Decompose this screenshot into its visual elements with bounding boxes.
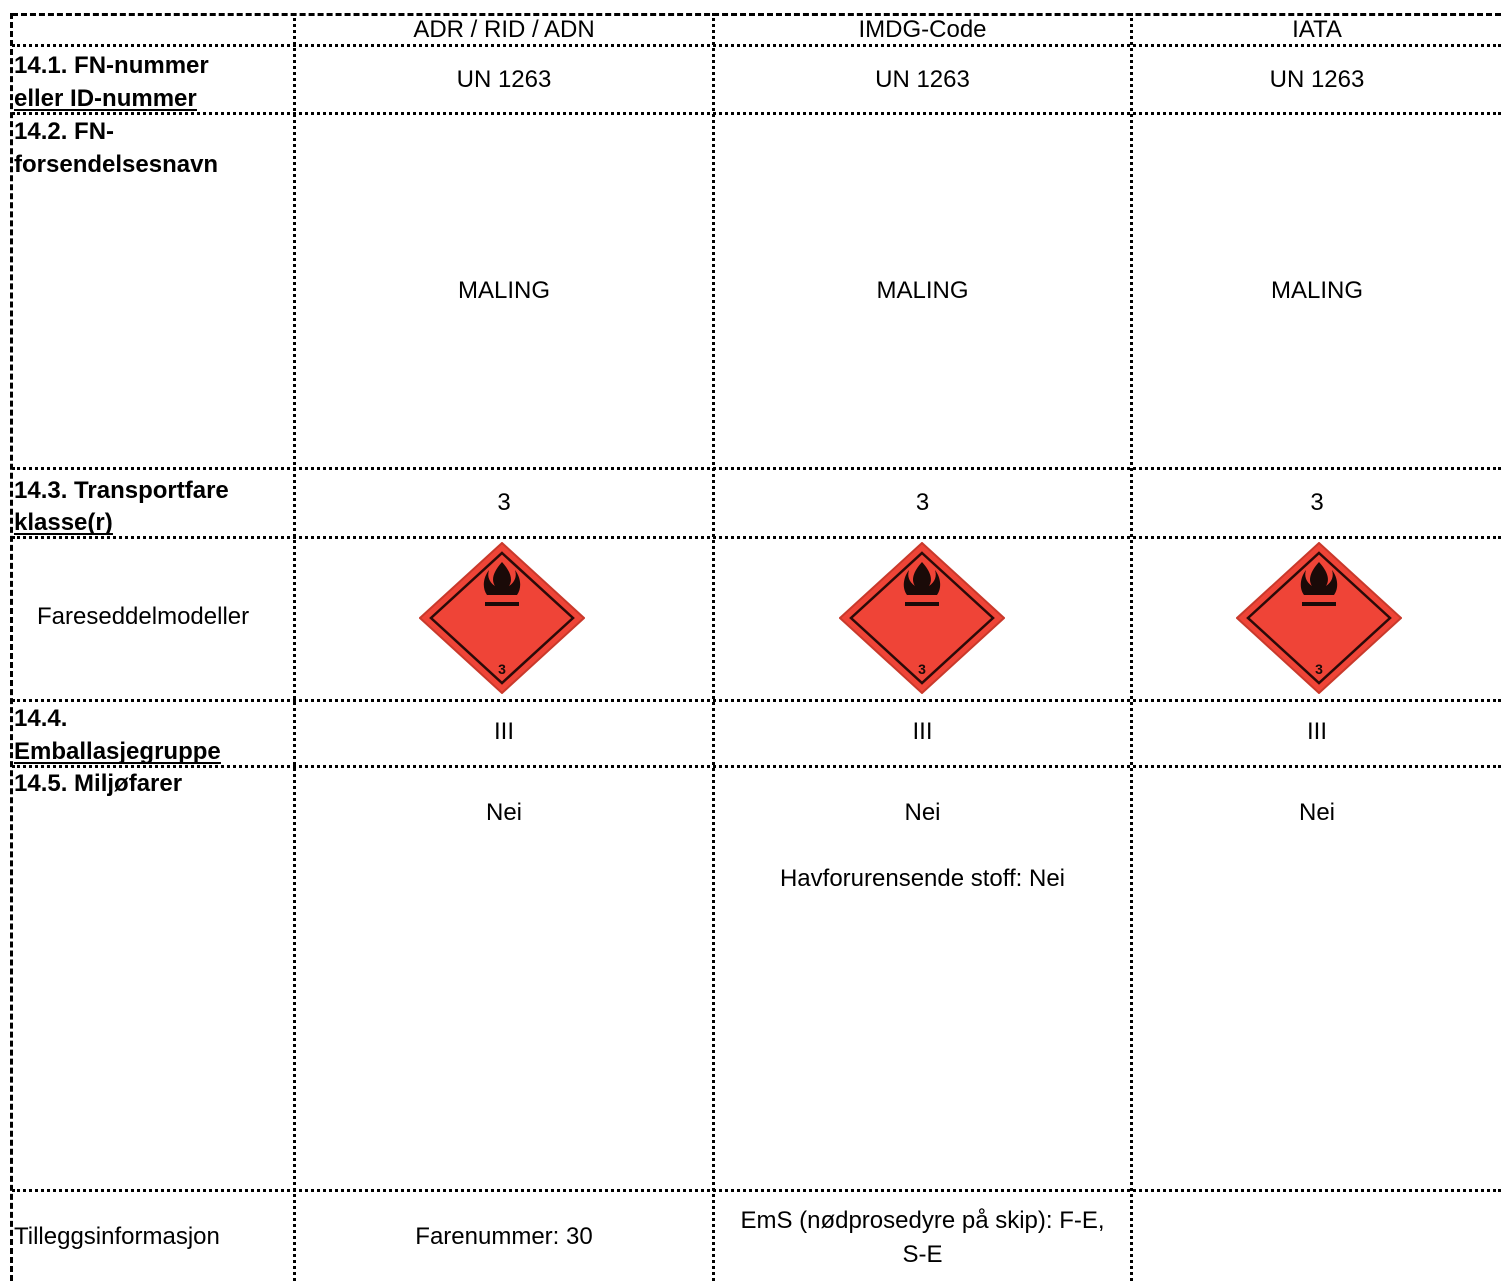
imdg-hazard-pictogram (839, 542, 1005, 694)
adr-hazard-class: 3 (497, 489, 511, 516)
flammable-liquid-class-3-diamond-icon (419, 542, 585, 694)
iata-packing-group: III (1306, 718, 1327, 745)
row-label-packing-group-line1: 14.4. (14, 705, 68, 732)
imdg-additional-info-line2: S-E (902, 1241, 943, 1268)
flammable-liquid-class-3-diamond-icon (1236, 542, 1402, 694)
imdg-packing-group: III (912, 718, 933, 745)
adr-additional-info: Farenummer: 30 (415, 1222, 593, 1250)
imdg-shipping-name: MALING (876, 277, 969, 304)
imdg-hazard-class: 3 (915, 489, 930, 516)
imdg-marine-pollutant: Havforurensende stoff: Nei (779, 865, 1066, 892)
pictogram-class-number: 3 (1315, 661, 1323, 677)
iata-hazard-pictogram (1236, 542, 1402, 694)
adr-hazard-pictogram (419, 542, 585, 694)
adr-environmental: Nei (485, 799, 522, 826)
adr-un-number: UN 1263 (456, 65, 552, 93)
imdg-additional-info-line1: EmS (nødprosedyre på skip): F-E, (740, 1207, 1105, 1234)
row-label-shipping-name-line2: forsendelsesnavn (14, 151, 219, 178)
column-header-adr: ADR / RID / ADN (413, 16, 595, 43)
table-left-border (10, 13, 13, 1281)
iata-shipping-name: MALING (1270, 277, 1363, 304)
iata-hazard-class: 3 (1310, 489, 1324, 516)
row-label-label-models: Fareseddelmodeller (37, 603, 250, 630)
pictogram-class-number: 3 (498, 661, 506, 677)
row-divider (12, 536, 1501, 539)
pictogram-class-number: 3 (918, 661, 926, 677)
adr-shipping-name: MALING (457, 277, 550, 304)
row-label-packing-group-line2: Emballasjegruppe (14, 738, 221, 765)
iata-additional-info (1133, 1192, 1501, 1281)
row-label-shipping-name-line1: 14.2. FN- (14, 118, 115, 145)
row-divider (12, 765, 1501, 768)
row-label-hazard-class-line2: klasse(r) (14, 509, 113, 536)
flammable-liquid-class-3-diamond-icon (839, 542, 1005, 694)
row-label-hazard-class-line1: 14.3. Transportfare (14, 477, 229, 504)
row-label-un-number-line2: eller ID-nummer (14, 85, 197, 112)
column-header-iata: IATA (1292, 16, 1342, 43)
row-label-additional: Tilleggsinformasjon (14, 1223, 220, 1250)
imdg-environmental: Nei (904, 799, 941, 826)
row-label-environmental: 14.5. Miljøfarer (14, 770, 183, 797)
iata-un-number: UN 1263 (1269, 65, 1365, 93)
adr-packing-group: III (493, 718, 514, 745)
column-header-imdg: IMDG-Code (858, 16, 987, 43)
row-label-un-number-line1: 14.1. FN-nummer (14, 52, 209, 79)
imdg-un-number: UN 1263 (875, 65, 970, 93)
iata-environmental: Nei (1298, 799, 1335, 826)
